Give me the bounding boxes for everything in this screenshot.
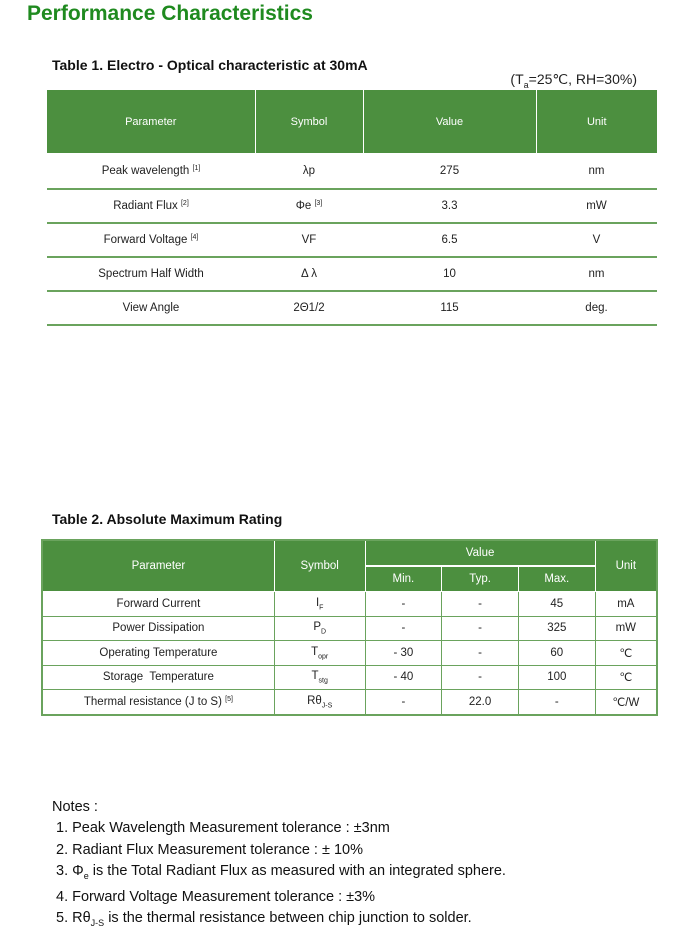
cell-typ: - [442,665,519,690]
cell-min: - 30 [365,641,442,666]
col-header-min: Min. [365,566,442,592]
cell-max: 325 [518,616,595,641]
note-item: 4. Forward Voltage Measurement tolerance : ±3% [56,889,376,906]
cell-max: 45 [518,592,595,617]
table-row [42,690,657,715]
notes-title: Notes : [52,799,98,815]
col-header-parameter: Parameter [47,90,255,153]
table2-caption: Table 2. Absolute Maximum Rating [52,511,283,527]
cell-unit: mA [595,592,657,617]
cell-parameter: Operating Temperature [42,641,274,666]
cell-value: 115 [363,291,536,325]
cell-value: 10 [363,257,536,291]
cell-min: - [365,690,442,715]
col-header-typ: Typ. [442,566,519,592]
cell-symbol: $T_{stg}$ [274,665,365,690]
cell-unit: nm [536,153,657,189]
cell-typ: 22.0 [442,690,519,715]
cell-symbol: $I_F$ [274,592,365,617]
cell-symbol: $R\theta_{J-S}$ [274,690,365,715]
cell-typ: - [442,616,519,641]
cell-unit: V [536,223,657,257]
table-row [42,665,657,690]
note-item: 5. $R\theta_{J-S}$ is the thermal resistance between chip junction to solder. [56,910,472,929]
cell-parameter: Radiant Flux [2] [47,189,255,223]
absolute-maximum-rating-table [41,539,658,716]
cell-parameter: Thermal resistance (J to S) [5] [42,690,274,715]
cell-parameter: Forward Voltage [4] [47,223,255,257]
note-item: 3. $\Phi_e$ is the Total Radiant Flux as measured with an integrated sphere. [56,862,506,881]
cell-unit: ℃/W [595,690,657,715]
cell-max: 100 [518,665,595,690]
cell-value: 6.5 [363,223,536,257]
note-item: 2. Radiant Flux Measurement tolerance : ± 10% [56,841,363,858]
cell-unit: nm [536,257,657,291]
cell-parameter: View Angle [47,291,255,325]
cell-parameter: Power Dissipation [42,616,274,641]
table-row [42,641,657,666]
cell-typ: - [442,592,519,617]
cell-min: - [365,592,442,617]
cell-min: - [365,616,442,641]
page-title: Performance Characteristics [27,2,313,25]
table-row [42,592,657,617]
col-header-unit: Unit [595,540,657,592]
table-row [47,189,657,223]
cell-symbol: $T_{opr}$ [274,641,365,666]
cell-parameter: Peak wavelength [1] [47,153,255,189]
col-header-symbol: Symbol [274,540,365,592]
cell-typ: - [442,641,519,666]
col-header-parameter: Parameter [42,540,274,592]
col-header-max: Max. [518,566,595,592]
col-header-unit: Unit [536,90,657,153]
cell-max: - [518,690,595,715]
electro-optical-table [47,90,657,326]
cell-symbol: Δ λ [255,257,363,291]
cell-unit: ℃ [595,641,657,666]
table-row [47,291,657,325]
cell-unit: ℃ [595,665,657,690]
col-header-symbol: Symbol [255,90,363,153]
cell-symbol: VF [255,223,363,257]
note-item: 1. Peak Wavelength Measurement tolerance : ±3nm [56,820,390,837]
col-header-value: Value [363,90,536,153]
col-header-value: Value [365,540,595,566]
cell-max: 60 [518,641,595,666]
cell-value: 3.3 [363,189,536,223]
cell-unit: deg. [536,291,657,325]
notes-section [52,797,506,935]
cell-symbol: λp [255,153,363,189]
table1-caption: Table 1. Electro - Optical characteristic at 30mA [52,57,368,73]
cell-symbol: $P_D$ [274,616,365,641]
cell-unit: mW [536,189,657,223]
cell-symbol: Φe [3] [255,189,363,223]
cell-parameter: Storage Temperature [42,665,274,690]
table-row [42,616,657,641]
cell-unit: mW [595,616,657,641]
cell-symbol: 2Θ1/2 [255,291,363,325]
cell-value: 275 [363,153,536,189]
table-row [47,223,657,257]
cell-parameter: Forward Current [42,592,274,617]
cell-min: - 40 [365,665,442,690]
cell-parameter: Spectrum Half Width [47,257,255,291]
table-row [47,257,657,291]
table1-conditions: ($T_a=25℃$, RH=30%) [510,71,637,90]
table-row [47,153,657,189]
